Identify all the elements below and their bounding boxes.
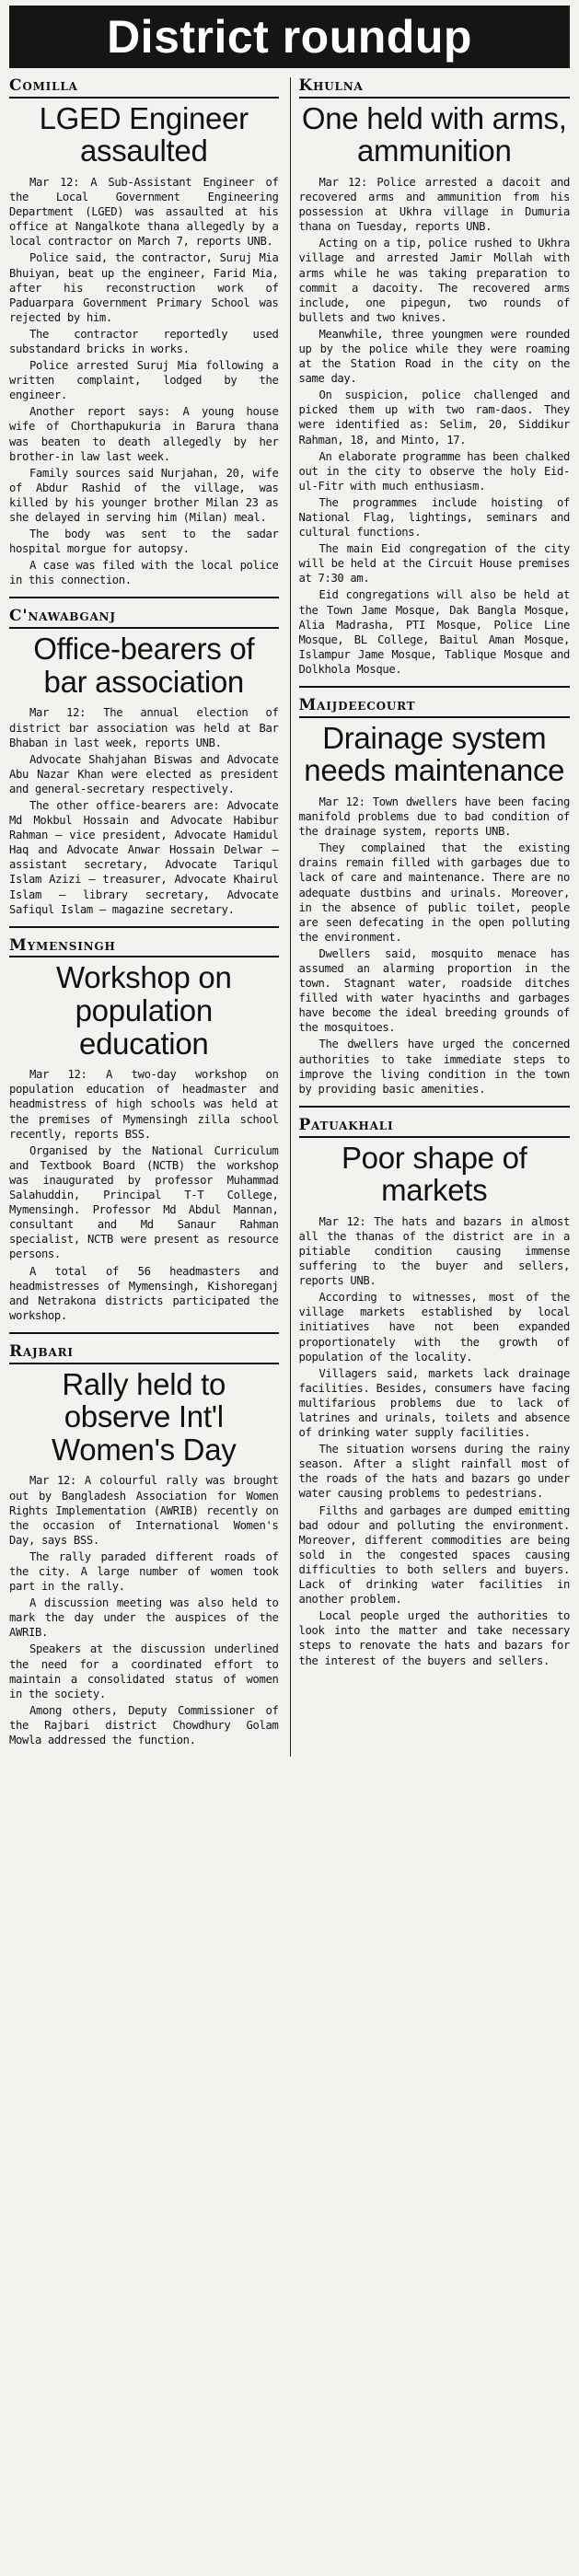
story-paragraph: A case was filed with the local police in this connection.: [9, 559, 279, 587]
story-divider: [299, 1106, 571, 1108]
story-headline: Rally held to observe Int'l Women's Day: [52, 1366, 237, 1467]
story-headline: Workshop on population education: [55, 960, 232, 1061]
story-paragraph: A discussion meeting was also held to mark the day under the auspices of the AWRIB.: [9, 1596, 279, 1640]
story-paragraph: Mar 12: The hats and bazars in almost all the thanas of the district are in a pitiable condition causing immense suffering to the buyer and sellers, reports UNB.: [298, 1214, 570, 1288]
story-paragraph: On suspicion, police challenged and picked them up with two ram-daos. They were identified as: Selim, 20, Siddikur Rahman, 18, and Minto, 17.: [298, 389, 570, 447]
story-paragraph: Family sources said Nurjahan, 20, wife of Abdur Rashid of the village, was killed by his younger brother Milan 23 as she delayed in serving him (Milan) meal.: [9, 466, 279, 524]
story-paragraph: Acting on a tip, police rushed to Ukhra village and arrested Jamir Mollah with arms while he was taking preparation to commit a dacoity. The recovered arms include, one pipegun, two rounds of bullets and two knives.: [298, 237, 571, 324]
section-banner: [9, 6, 570, 68]
section-title: District roundup: [107, 11, 472, 63]
story-paragraph: Mar 12: A colourful rally was brought out by Bangladesh Association for Women Rights Implementation (AWRIB) recently on the occasion of International Women's Day, says BSS.: [9, 1474, 279, 1547]
story-paragraph: An elaborate programme has been chalked out in the city to observe the holy Eid-ul-Fitr with much enthusiasm.: [298, 449, 571, 493]
story-paragraph: The rally paraded different roads of the city. A large number of women took part in the rally.: [9, 1549, 279, 1594]
story-mymensingh: [9, 937, 279, 1323]
columns: [9, 77, 570, 1757]
story-paragraph: Another report says: A young house wife of Chorthapukuria in Barura thana was beaten to death allegedly by her brother-in law last week.: [9, 405, 279, 463]
story-paragraph: The programmes include hoisting of National Flag, lightings, seminars and cultural functions.: [298, 495, 570, 540]
story-paragraph: Mar 12: A Sub-Assistant Engineer of the Local Government Engineering Department (LGED) was assaulted at his office at Nangalkote thana allegedly by a local contractor on March 7, reports UNB.: [9, 175, 279, 249]
story-divider: [9, 597, 279, 598]
story-rajbari: [9, 1343, 279, 1747]
story-paragraph: Mar 12: Police arrested a dacoit and recovered arms and ammunition from his possession at Ukhra village in Dumuria thana on Tuesday, reports UNB.: [298, 175, 570, 234]
district-label: Maijdeecourt: [299, 697, 571, 718]
story-paragraph: They complained that the existing drains remain filled with garbages due to lack of care and maintenance. There are no adequate dustbins and urinals. Moreover, in the absence of public toilet, people are seen defecating in the open polluting the environment.: [298, 841, 570, 944]
story-paragraph: Mar 12: A two-day workshop on population education of headmaster and headmistress of high schools was held at the premises of Mymensingh zilla school recently, reports BSS.: [9, 1068, 279, 1141]
district-label: Khulna: [299, 77, 571, 99]
story-paragraph: The situation worsens during the rainy season. After a slight rainfall most of the roads of the hats and bazars go under water causing problems to pedestrians.: [298, 1443, 570, 1501]
story-paragraph: Dwellers said, mosquito menace has assumed an alarming proportion in the town. Stagnant water, roadside ditches filled with water hyacinths and garbages have become the ideal breeding grounds of the mosquitoes.: [298, 946, 570, 1035]
district-label: Patuakhali: [299, 1117, 571, 1138]
story-paragraph: The contractor reportedly used substandard bricks in works.: [9, 327, 279, 355]
story-headline: Drainage system needs maintenance: [304, 720, 565, 788]
story-headline: LGED Engineer assaulted: [39, 100, 249, 168]
left-column: [9, 77, 284, 1757]
story-divider: [299, 686, 571, 688]
story-paragraph: The other office-bearers are: Advocate Md Mokbul Hossain and Advocate Habibur Rahman — vice president, Advocate Hamidul Haq and Advocate Anwar Hossain Delwar — assistant secretary, Advocate Tariqul Islam Azizi — treasurer, Advocate Khairul Islam — library secretary, Advocate Safiqul Islam — magazine secretary.: [9, 798, 279, 916]
story-paragraph: The dwellers have urged the concerned authorities to take immediate steps to improve the living condition in the town by providing basic amenities.: [298, 1038, 570, 1096]
story-khulna: [299, 77, 571, 677]
story-comilla: [9, 77, 279, 587]
story-paragraph: Villagers said, markets lack drainage facilities. Besides, consumers have facing multifarious problems due to lack of latrines and urinals, toilets and absence of drinking water supply facilities.: [298, 1366, 570, 1440]
story-paragraph: The main Eid congregation of the city will be held at the Circuit House premises at 7:30 am.: [298, 542, 570, 586]
story-paragraph: Organised by the National Curriculum and Textbook Board (NCTB) the workshop was inaugurated by professor Muhammad Salahuddin, Principal T-T College, Mymensingh. Professor Md Abdul Mannan, consultant and Md Sanaur Rahman specialist, NCTB were present as resource persons.: [9, 1143, 279, 1261]
district-label: C'nawabganj: [9, 608, 279, 629]
story-c-nawabganj: [9, 608, 279, 916]
story-paragraph: A total of 56 headmasters and headmistresses of Mymensingh, Kishoreganj and Netrakona districts participated the workshop.: [9, 1264, 279, 1322]
story-paragraph: Mar 12: Town dwellers have been facing manifold problems due to bad condition of the drainage system, reports UNB.: [298, 795, 570, 839]
story-paragraph: The body was sent to the sadar hospital morgue for autopsy.: [9, 528, 279, 556]
story-paragraph: According to witnesses, most of the village markets established by local initiatives have not been expanded proportionately with the growth of population of the locality.: [298, 1291, 570, 1363]
story-patuakhali: [299, 1117, 571, 1668]
story-paragraph: Police said, the contractor, Suruj Mia Bhuiyan, beat up the engineer, Farid Mia, after his reconstruction work of Paduarpara Government Primary School was rejected by him.: [9, 251, 279, 324]
right-column: [295, 77, 571, 1757]
story-paragraph: Advocate Shahjahan Biswas and Advocate Abu Nazar Khan were elected as president and general-secretary respectively.: [9, 752, 279, 795]
story-divider: [9, 926, 279, 928]
story-divider: [9, 1332, 279, 1334]
district-label: Mymensingh: [9, 937, 279, 958]
story-headline: Office-bearers of bar association: [33, 632, 255, 699]
story-paragraph: Mar 12: The annual election of district bar association was held at Bar Bhaban in last week, reports UNB.: [9, 706, 279, 749]
district-label: Rajbari: [9, 1343, 279, 1364]
story-headline: One held with arms, ammunition: [301, 100, 567, 168]
story-paragraph: Meanwhile, three youngmen were rounded up by the police while they were roaming at the Station Road in the city on the same day.: [298, 327, 570, 386]
story-paragraph: Police arrested Suruj Mia following a written complaint, lodged by the engineer.: [9, 359, 279, 402]
story-maijdeecourt: [299, 697, 571, 1097]
story-paragraph: Among others, Deputy Commissioner of the Rajbari district Chowdhury Golam Mowla addressed the function.: [9, 1703, 279, 1747]
story-paragraph: Filths and garbages are dumped emitting bad odour and polluting the environment. Moreover, different commodities are being sold in the congested spaces causing difficulties to both sellers and buyers. Lack of drinking water facilities in another problem.: [298, 1503, 571, 1607]
story-paragraph: Speakers at the discussion underlined the need for a coordinated effort to maintain a consolidated status of women in the society.: [9, 1642, 279, 1700]
story-paragraph: Local people urged the authorities to look into the matter and take necessary steps to renovate the hats and bazars for the interest of the buyers and sellers.: [298, 1609, 570, 1667]
district-label: Comilla: [9, 77, 279, 99]
column-divider: [290, 77, 291, 1757]
story-headline: Poor shape of markets: [341, 1140, 527, 1208]
story-paragraph: Eid congregations will also be held at the Town Jame Mosque, Dak Bangla Mosque, Alia Madrasha, PTI Mosque, Police Line Mosque, BL College, Baitul Aman Mosque, Islampur Jame Mosque, Tablique Mosque and Dolkhola Mosque.: [298, 588, 570, 676]
